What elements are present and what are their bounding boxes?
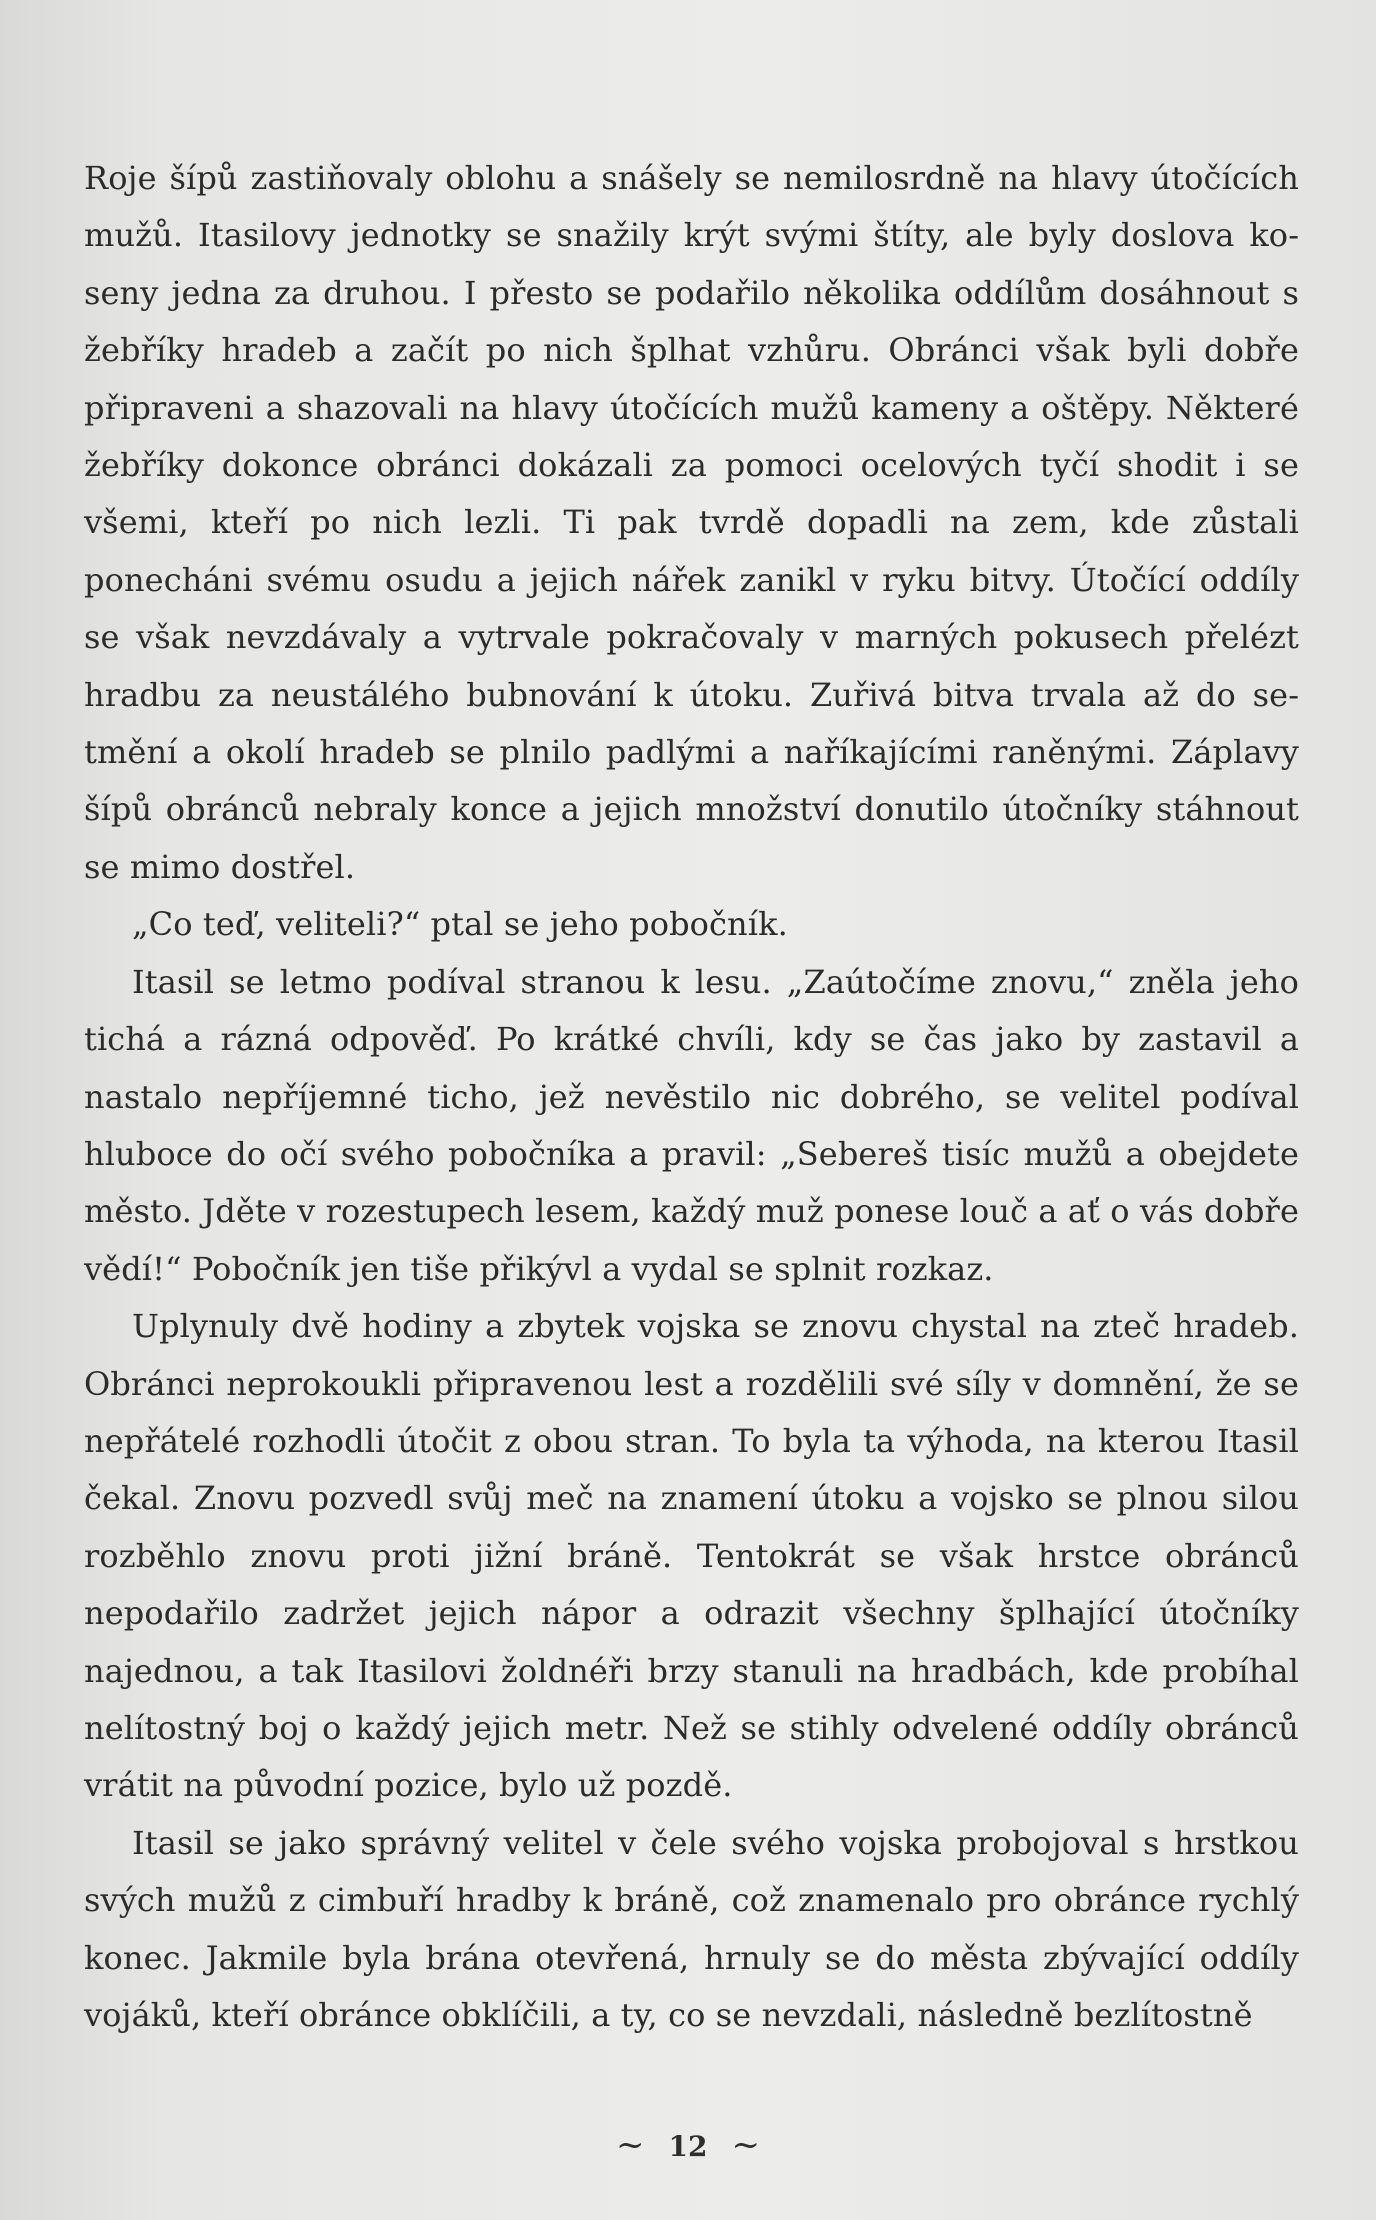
body-text: [84, 150, 1299, 2044]
paragraph-3: Itasil se letmo podíval stranou k lesu. „Zaútočíme znovu,“ zněla jeho tichá a rázná odpověď. Po krátké chvíli, kdy se čas jako by zastavil a nastalo nepříjemné ticho, jež nevěstilo nic dobrého, se velitel podíval hluboce do očí svého pobočníka a pravil: „Sebereš tisíc mužů a obejdete město. Jděte v rozestupech lesem, každý muž ponese louč a ať o vás dobře vědí!“ Pobočník jen tiše přikývl a vydal se splnit rozkaz.: [84, 962, 1299, 1288]
page-footer: [0, 2125, 1376, 2165]
paragraph-2: „Co teď, veliteli?“ ptal se jeho pobočník.: [132, 905, 788, 944]
paragraph-4: Uplynuly dvě hodiny a zbytek vojska se znovu chystal na zteč hradeb. Obránci neprokoukli připravenou lest a rozdělili své síly v domnění, že se nepřátelé rozhodli útočit z obou stran. To byla ta výhoda, na kterou Itasil čekal. Znovu pozvedl svůj meč na znamení útoku a vojsko se plnou silou rozběhlo znovu proti jižní bráně. Tentokrát se však hrstce obránců nepodařilo zadržet jejich nápor a odrazit všechny šplhající útočníky najednou, a tak Itasilovi žoldnéři brzy stanuli na hradbách, kde probíhal nelítostný boj o každý jejich metr. Než se stihly odvelené oddíly obránců vrátit na původní pozice, bylo už pozdě.: [84, 1307, 1299, 1805]
right-ornament: ~: [731, 2125, 760, 2165]
paragraph-5: Itasil se jako správný velitel v čele svého vojska probojoval s hrstkou svých mužů z cimbuří hradby k bráně, což znamenalo pro obránce rychlý konec. Jakmile byla brána otevřená, hrnuly se do města zbývající oddíly vojáků, kteří obránce obklíčili, a ty, co se nevzdali, následně bezlítostně: [84, 1823, 1299, 2034]
page-number: 12: [668, 2130, 708, 2163]
paragraph-1: Roje šípů zastiňovaly oblohu a snášely se nemilosrdně na hlavy útočících mužů. Itasilovy jednotky se snažily krýt svými štíty, ale byly doslova koseny jedna za druhou. I přesto se podařilo několika oddílům dosáhnout s žebříky hradeb a začít po nich šplhat vzhůru. Obránci však byli dobře připraveni a shazovali na hlavy útočících mužů kameny a oštěpy. Některé žebříky dokonce obránci dokázali za pomoci ocelových tyčí shodit i se všemi, kteří po nich lezli. Ti pak tvrdě dopadli na zem, kde zůstali ponecháni svému osudu a jejich nářek zanikl v ryku bitvy. Útočící oddíly se však nevzdávaly a vytrvale pokračovaly v marných pokusech přelézt hradbu za neustálého bubnování k útoku. Zuřivá bitva trvala až do setmění a okolí hradeb se plnilo padlými a naříkajícími raněnými. Záplavy šípů obránců nebraly konce a jejich množství donutilo útočníky stáhnout se mimo dostřel.: [84, 159, 1299, 886]
left-ornament: ~: [616, 2125, 645, 2165]
